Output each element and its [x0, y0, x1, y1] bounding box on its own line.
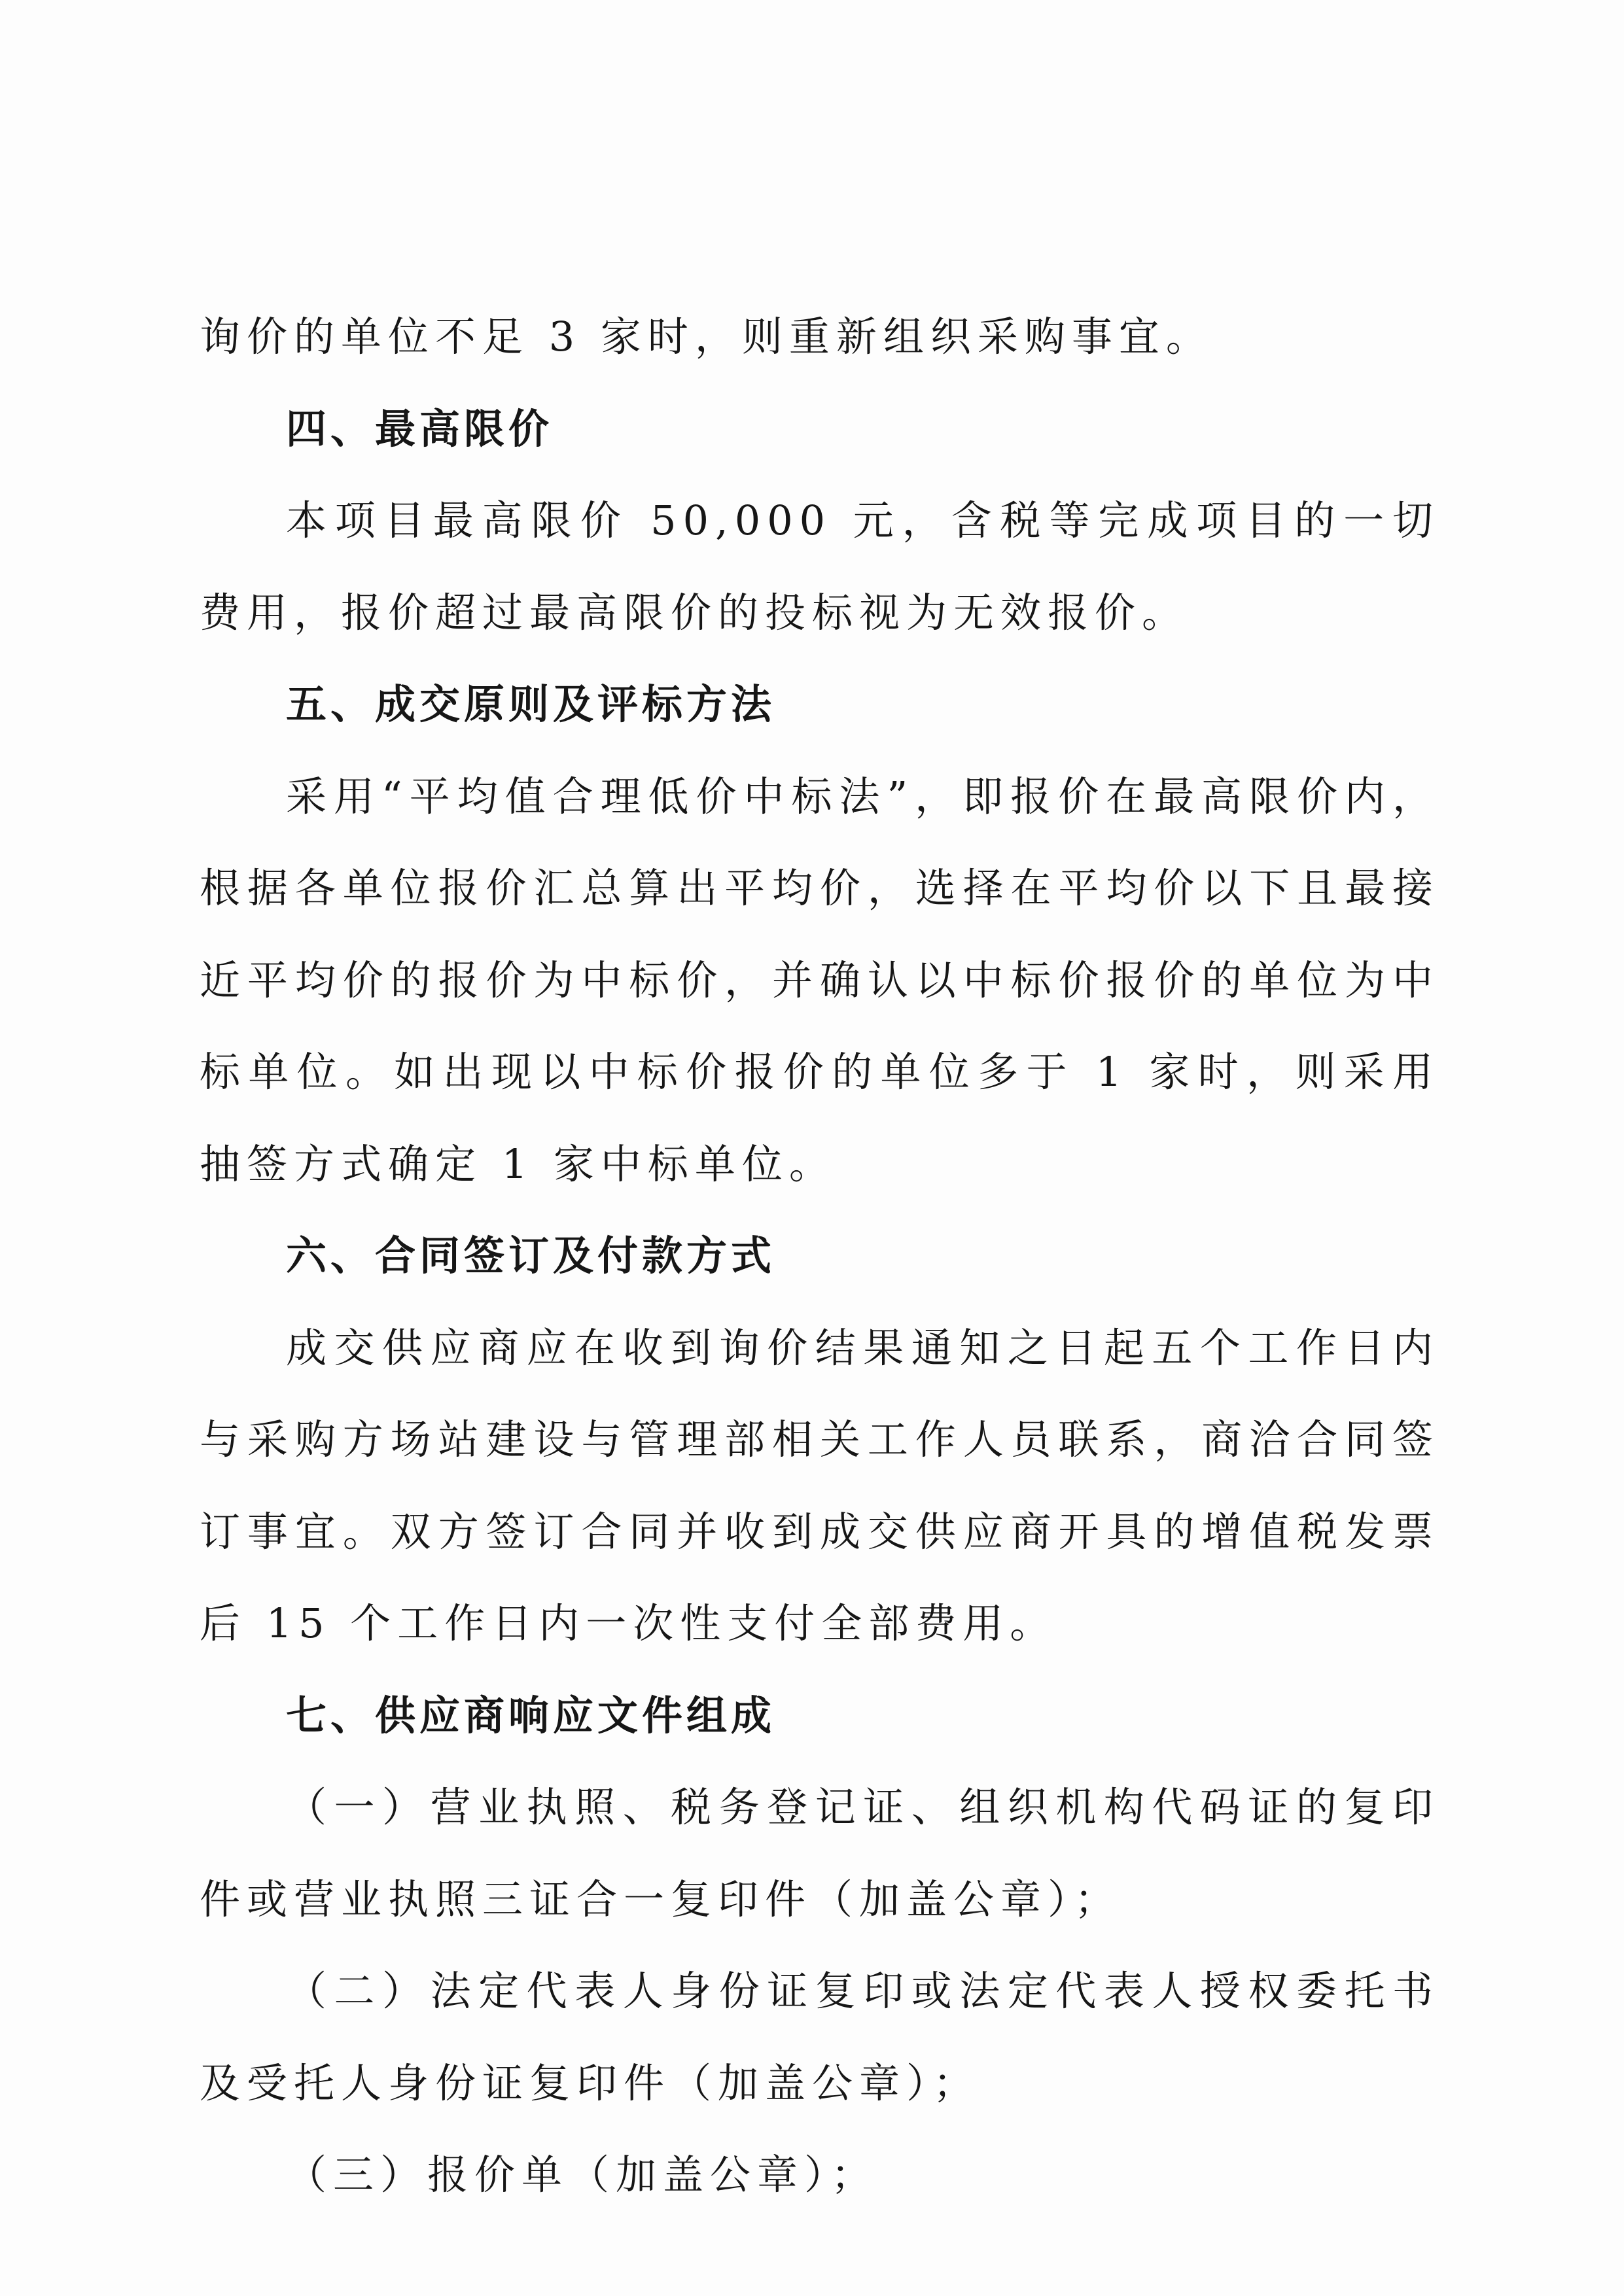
- response-document-item-2: （二）法定代表人身份证复印或法定代表人授权委托书及受托人身份证复印件（加盖公章）；: [200, 1967, 1439, 2107]
- continuation-paragraph: 询价的单位不足 3 家时，则重新组织采购事宜。: [200, 313, 1213, 360]
- contract-payment-paragraph: 成交供应商应在收到询价结果通知之日起五个工作日内与采购方场站建设与管理部相关工作人员联系，商洽合同签订事宜。双方签订合同并收到成交供应商开具的增值税发票后 15 个工作日内一次性支付全部费用。: [200, 1323, 1439, 1647]
- document-body: [200, 291, 1439, 2221]
- max-price-paragraph: 本项目最高限价 50,000 元，含税等完成项目的一切费用，报价超过最高限价的投标视为无效报价。: [200, 496, 1439, 636]
- section-heading-max-price: 四、最高限价: [286, 404, 554, 453]
- section-heading-response-documents: 七、供应商响应文件组成: [286, 1691, 776, 1739]
- section-heading-award-principle: 五、成交原则及评标方法: [286, 680, 776, 728]
- response-document-item-1: （一）营业执照、税务登记证、组织机构代码证的复印件或营业执照三证合一复印件（加盖公章）；: [200, 1783, 1439, 1923]
- section-heading-contract-payment: 六、合同签订及付款方式: [286, 1232, 776, 1279]
- award-principle-paragraph: 采用“平均值合理低价中标法”，即报价在最高限价内，根据各单位报价汇总算出平均价，选择在平均价以下且最接近平均价的报价为中标价，并确认以中标价报价的单位为中标单位。如出现以中标价报价的单位多于 1 家时，则采用抽签方式确定 1 家中标单位。: [200, 772, 1439, 1188]
- response-document-item-3: （三）报价单（加盖公章）；: [286, 2151, 879, 2199]
